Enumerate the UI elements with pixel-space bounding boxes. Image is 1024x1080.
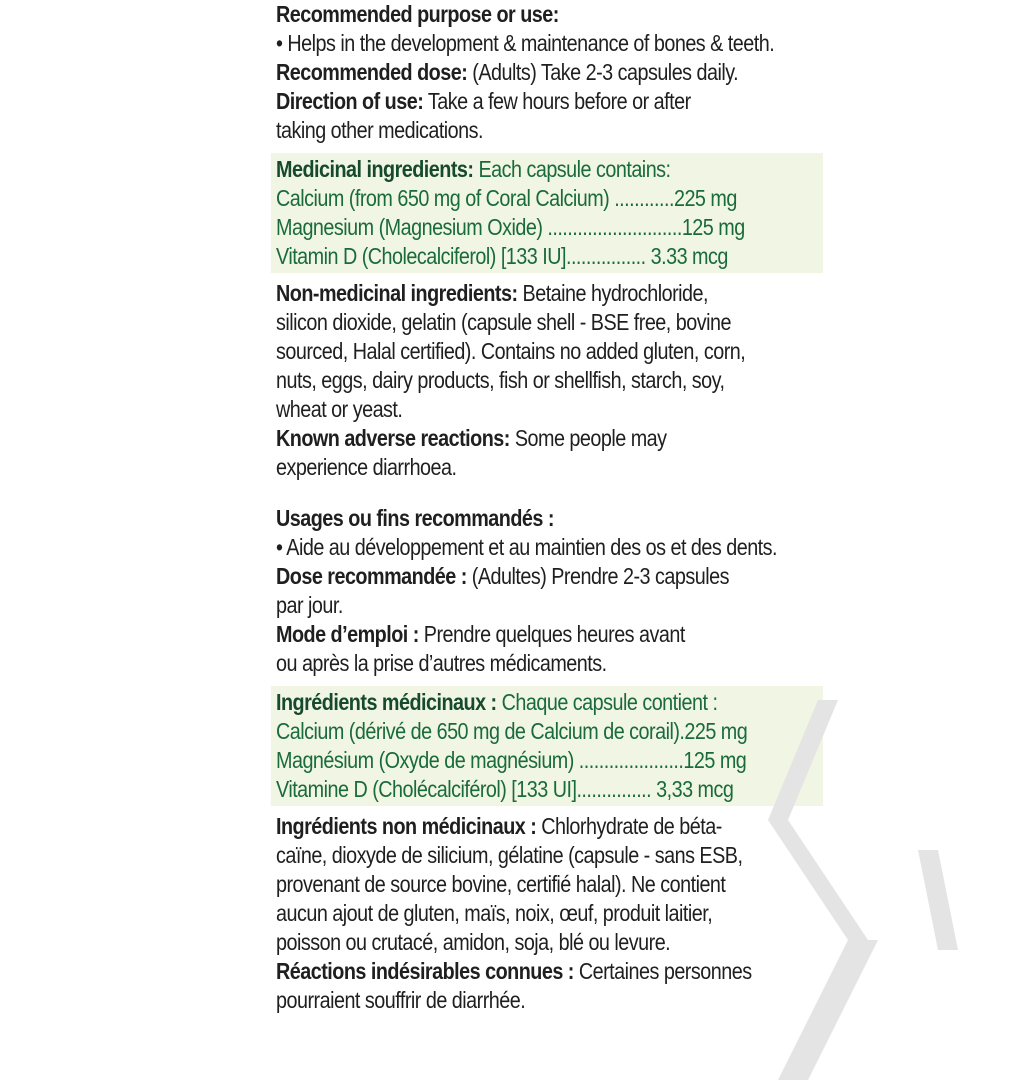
fr-mode-text: Prendre quelques heures avant — [418, 621, 685, 647]
fr-purpose — [276, 504, 758, 533]
en-nonmed — [276, 279, 758, 308]
fr-nonmed-line: aucun ajout de gluten, maïs, noix, œuf, produit laitier, — [276, 900, 713, 926]
en-dose-label: Recommended dose: — [276, 59, 468, 85]
fr-nonmed-line: caïne, dioxyde de silicium, gélatine (capsule - sans ESB, — [276, 842, 743, 868]
en-medicinal-intro: Each capsule contains: — [473, 156, 671, 182]
fr-medicinal-heading — [276, 688, 823, 717]
fr-adverse-cont: pourraient souffrir de diarrhée. — [276, 987, 526, 1013]
en-direction-cont: taking other medications. — [276, 117, 484, 143]
fr-adverse-label: Réactions indésirables connues : — [276, 958, 574, 984]
en-medicinal-row: Vitamin D (Cholecalciferol) [133 IU]................ 3.33 mcg — [276, 243, 728, 269]
fr-dose-label: Dose recommandée : — [276, 563, 467, 589]
watermark-stroke — [918, 850, 958, 950]
en-medicinal-label: Medicinal ingredients: — [276, 156, 474, 182]
fr-nonmed — [276, 812, 758, 841]
en-nonmed-line: silicon dioxide, gelatin (capsule shell - BSE free, bovine — [276, 309, 731, 335]
en-direction-label: Direction of use: — [276, 88, 424, 114]
product-label — [276, 0, 778, 1015]
fr-nonmed-label: Ingrédients non médicinaux : — [276, 813, 537, 839]
en-direction — [276, 87, 758, 116]
fr-medicinal-row: Vitamine D (Cholécalciférol) [133 UI]............... 3,33 mcg — [276, 776, 734, 802]
en-purpose — [276, 0, 758, 29]
fr-purpose-label: Usages ou fins recommandés : — [276, 505, 554, 531]
fr-adverse-text: Certaines personnes — [573, 958, 752, 984]
en-nonmed-line: nuts, eggs, dairy products, fish or shellfish, starch, soy, — [276, 367, 725, 393]
en-purpose-label: Recommended purpose or use: — [276, 1, 559, 27]
fr-medicinal-row: Magnésium (Oxyde de magnésium) .....................125 mg — [276, 747, 747, 773]
watermark-stroke — [768, 820, 868, 940]
en-adverse-text: Some people may — [509, 425, 667, 451]
en-dose — [276, 58, 758, 87]
en-medicinal-box — [271, 153, 823, 273]
fr-nonmed-line: poisson ou crutacé, amidon, soja, blé ou levure. — [276, 929, 671, 955]
en-adverse-label: Known adverse reactions: — [276, 425, 510, 451]
fr-adverse — [276, 957, 758, 986]
en-medicinal-row: Calcium (from 650 mg of Coral Calcium) ............225 mg — [276, 185, 737, 211]
fr-dose — [276, 562, 758, 591]
fr-medicinal-box — [271, 686, 823, 806]
en-nonmed-line: sourced, Halal certified). Contains no added gluten, corn, — [276, 338, 746, 364]
fr-medicinal-intro: Chaque capsule contient : — [496, 689, 718, 715]
en-adverse — [276, 424, 758, 453]
en-medicinal-heading — [276, 155, 823, 184]
fr-mode-cont: ou après la prise d’autres médicaments. — [276, 650, 607, 676]
en-medicinal-row: Magnesium (Magnesium Oxide) ...........................125 mg — [276, 214, 745, 240]
fr-dose-cont: par jour. — [276, 592, 343, 618]
en-nonmed-text: Betaine hydrochloride, — [517, 280, 709, 306]
fr-mode-label: Mode d’emploi : — [276, 621, 419, 647]
fr-medicinal-label: Ingrédients médicinaux : — [276, 689, 497, 715]
en-nonmed-line: wheat or yeast. — [276, 396, 403, 422]
watermark-stroke — [778, 940, 878, 1080]
en-adverse-cont: experience diarrhoea. — [276, 454, 457, 480]
en-direction-text: Take a few hours before or after — [423, 88, 691, 114]
fr-mode — [276, 620, 758, 649]
en-dose-text: (Adults) Take 2-3 capsules daily. — [467, 59, 739, 85]
fr-nonmed-line: provenant de source bovine, certifié halal). Ne contient — [276, 871, 726, 897]
en-purpose-bullet: • Helps in the development & maintenance of bones & teeth. — [276, 30, 775, 56]
fr-dose-text: (Adultes) Prendre 2-3 capsules — [466, 563, 729, 589]
en-nonmed-label: Non-medicinal ingredients: — [276, 280, 518, 306]
fr-purpose-bullet: • Aide au développement et au maintien des os et des dents. — [276, 534, 778, 560]
fr-nonmed-text: Chlorhydrate de béta- — [536, 813, 722, 839]
fr-medicinal-row: Calcium (dérivé de 650 mg de Calcium de corail).225 mg — [276, 718, 748, 744]
